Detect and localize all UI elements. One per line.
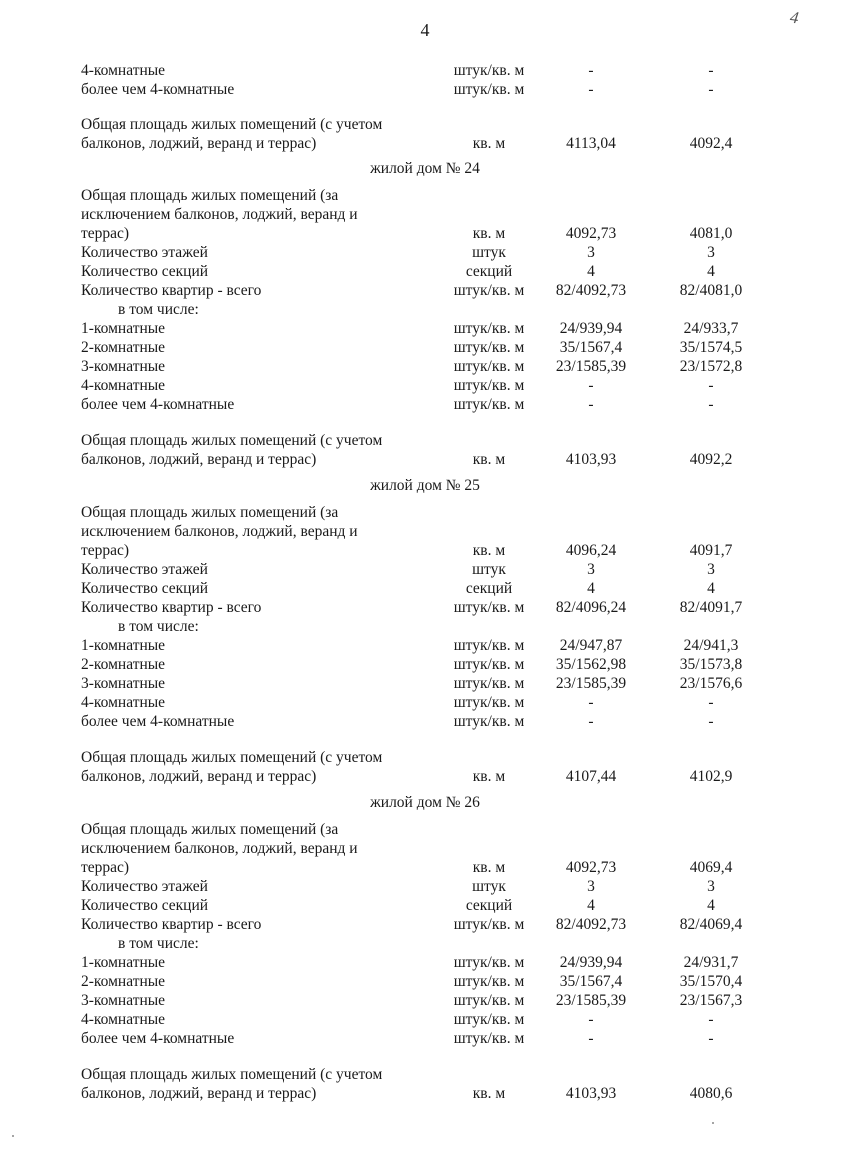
value-project: 35/1567,4: [559, 973, 623, 990]
row-label: Общая площадь жилых помещений (с учетом: [81, 1066, 383, 1083]
value-project: 4: [587, 580, 595, 597]
row-label: в том числе:: [118, 301, 199, 318]
value-project: 3: [587, 561, 595, 578]
table-row: [0, 560, 850, 579]
handwritten-page-mark: 4: [788, 7, 800, 28]
table-row: [0, 338, 850, 357]
row-label: балконов, лоджий, веранд и террас): [81, 1085, 317, 1102]
value-project: 82/4092,73: [555, 282, 627, 299]
table-row: [0, 693, 850, 712]
table-row: [0, 61, 850, 80]
row-label: 1-комнатные: [81, 637, 166, 654]
value-actual: -: [708, 62, 714, 79]
value-actual: 23/1572,8: [679, 358, 743, 375]
table-row: [0, 395, 850, 414]
value-project: 4: [587, 263, 595, 280]
value-project: -: [588, 713, 594, 730]
table-row: [0, 281, 850, 300]
scan-speck: [712, 1122, 714, 1124]
value-actual: -: [708, 1030, 714, 1047]
scan-speck: [12, 1135, 14, 1137]
value-actual: 82/4069,4: [679, 916, 743, 933]
area-excl-row: [0, 541, 850, 560]
area-excl-row: [0, 224, 850, 243]
value-project: 35/1567,4: [559, 339, 623, 356]
row-label: исключением балконов, лоджий, веранд и: [81, 523, 358, 540]
area-excl-row: [0, 858, 850, 877]
row-label: 2-комнатные: [81, 656, 166, 673]
row-unit: штук/кв. м: [453, 713, 525, 730]
row-unit: штук/кв. м: [453, 916, 525, 933]
value-actual: 24/933,7: [683, 320, 739, 337]
row-label: террас): [81, 859, 130, 876]
row-label: более чем 4-комнатные: [81, 81, 235, 98]
row-unit: штук: [472, 561, 506, 578]
value-actual: -: [708, 694, 714, 711]
row-unit: штук/кв. м: [453, 1030, 525, 1047]
value-actual: 35/1574,5: [679, 339, 743, 356]
value-actual: 4092,4: [689, 135, 733, 152]
table-row: [0, 953, 850, 972]
row-label: балконов, лоджий, веранд и террас): [81, 768, 317, 785]
row-label: Общая площадь жилых помещений (за: [81, 504, 339, 521]
row-label: Количество квартир - всего: [81, 282, 262, 299]
row-label: Количество этажей: [81, 244, 208, 261]
value-actual: -: [708, 396, 714, 413]
table-row: [0, 877, 850, 896]
table-row: [0, 915, 850, 934]
row-label: исключением балконов, лоджий, веранд и: [81, 840, 358, 857]
value-project: 4: [587, 897, 595, 914]
row-label: балконов, лоджий, веранд и террас): [81, 451, 317, 468]
area-incl-label-line: [0, 1065, 850, 1084]
value-actual: 24/941,3: [683, 637, 739, 654]
value-project: 4103,93: [565, 1085, 617, 1102]
value-actual: 4080,6: [689, 1085, 733, 1102]
area-excl-label-line: [0, 205, 850, 224]
value-project: -: [588, 81, 594, 98]
table-row: [0, 712, 850, 731]
value-actual: 4102,9: [689, 768, 733, 785]
row-label: 1-комнатные: [81, 954, 166, 971]
area-incl-row: [0, 1084, 850, 1103]
row-label: более чем 4-комнатные: [81, 396, 235, 413]
row-label: Количество секций: [81, 263, 209, 280]
value-project: 4092,73: [565, 859, 617, 876]
total-area-row: [0, 134, 850, 153]
table-row: [0, 300, 850, 319]
value-actual: 4: [707, 580, 715, 597]
area-incl-row: [0, 450, 850, 469]
value-project: 23/1585,39: [555, 358, 627, 375]
row-label: 3-комнатные: [81, 675, 166, 692]
row-label: Количество секций: [81, 580, 209, 597]
area-excl-label-line: [0, 820, 850, 839]
row-unit: кв. м: [472, 225, 506, 242]
row-unit: кв. м: [472, 135, 506, 152]
value-actual: 4069,4: [689, 859, 733, 876]
row-unit: штук/кв. м: [453, 992, 525, 1009]
row-label: Количество этажей: [81, 878, 208, 895]
value-project: 23/1585,39: [555, 992, 627, 1009]
value-actual: 4092,2: [689, 451, 733, 468]
table-row: [0, 636, 850, 655]
area-excl-label-line: [0, 839, 850, 858]
value-actual: 4081,0: [689, 225, 733, 242]
value-actual: 24/931,7: [683, 954, 739, 971]
value-actual: -: [708, 713, 714, 730]
table-row: [0, 319, 850, 338]
row-unit: штук/кв. м: [453, 637, 525, 654]
row-unit: штук/кв. м: [453, 62, 525, 79]
table-row: [0, 376, 850, 395]
value-project: -: [588, 396, 594, 413]
row-label: более чем 4-комнатные: [81, 1030, 235, 1047]
value-project: 82/4092,73: [555, 916, 627, 933]
row-label: Общая площадь жилых помещений (за: [81, 821, 339, 838]
row-unit: штук/кв. м: [453, 954, 525, 971]
value-actual: 23/1576,6: [679, 675, 743, 692]
value-actual: 4: [707, 263, 715, 280]
total-area-label-line: [0, 115, 850, 134]
row-unit: штук/кв. м: [453, 973, 525, 990]
row-unit: секций: [465, 580, 513, 597]
value-actual: -: [708, 81, 714, 98]
row-label: более чем 4-комнатные: [81, 713, 235, 730]
area-incl-label-line: [0, 748, 850, 767]
row-unit: кв. м: [472, 859, 506, 876]
table-row: [0, 1010, 850, 1029]
row-label: террас): [81, 225, 130, 242]
value-actual: -: [708, 377, 714, 394]
row-label: Общая площадь жилых помещений (с учетом: [81, 432, 383, 449]
value-actual: 3: [707, 878, 715, 895]
row-label: 1-комнатные: [81, 320, 166, 337]
table-row: [0, 972, 850, 991]
table-row: [0, 655, 850, 674]
value-project: -: [588, 62, 594, 79]
row-unit: кв. м: [472, 451, 506, 468]
row-unit: штук/кв. м: [453, 339, 525, 356]
value-actual: 82/4081,0: [679, 282, 743, 299]
value-actual: 35/1570,4: [679, 973, 743, 990]
area-excl-label-line: [0, 503, 850, 522]
area-excl-label-line: [0, 522, 850, 541]
table-row: [0, 598, 850, 617]
value-actual: 4091,7: [689, 542, 733, 559]
value-actual: 23/1567,3: [679, 992, 743, 1009]
value-project: 23/1585,39: [555, 675, 627, 692]
row-label: в том числе:: [118, 935, 199, 952]
row-label: 4-комнатные: [81, 1011, 166, 1028]
table-row: [0, 357, 850, 376]
value-project: 24/939,94: [559, 954, 623, 971]
value-project: 4096,24: [565, 542, 617, 559]
row-label: Количество секций: [81, 897, 209, 914]
table-row: [0, 617, 850, 636]
table-row: [0, 896, 850, 915]
value-project: -: [588, 1011, 594, 1028]
row-unit: штук/кв. м: [453, 358, 525, 375]
value-project: 4103,93: [565, 451, 617, 468]
table-row: [0, 579, 850, 598]
value-project: 4113,04: [566, 135, 616, 152]
table-row: [0, 80, 850, 99]
row-label: 3-комнатные: [81, 992, 166, 1009]
row-label: исключением балконов, лоджий, веранд и: [81, 206, 358, 223]
value-project: -: [588, 1030, 594, 1047]
row-unit: штук/кв. м: [453, 694, 525, 711]
row-label: 2-комнатные: [81, 339, 166, 356]
row-unit: штук/кв. м: [453, 656, 525, 673]
row-unit: штук/кв. м: [453, 282, 525, 299]
row-label: 4-комнатные: [81, 62, 166, 79]
row-label: террас): [81, 542, 130, 559]
area-incl-row: [0, 767, 850, 786]
value-project: 24/947,87: [559, 637, 623, 654]
row-label: Общая площадь жилых помещений (с учетом: [81, 116, 383, 133]
value-project: 35/1562,98: [555, 656, 627, 673]
value-project: -: [588, 694, 594, 711]
row-unit: кв. м: [472, 542, 506, 559]
row-unit: штук/кв. м: [453, 1011, 525, 1028]
value-project: -: [588, 377, 594, 394]
row-unit: секций: [465, 263, 513, 280]
row-unit: штук: [472, 244, 506, 261]
value-project: 4092,73: [565, 225, 617, 242]
value-project: 4107,44: [565, 768, 617, 785]
table-row: [0, 262, 850, 281]
table-row: [0, 674, 850, 693]
value-actual: 82/4091,7: [679, 599, 743, 616]
table-row: [0, 991, 850, 1010]
value-actual: 3: [707, 244, 715, 261]
value-actual: 3: [707, 561, 715, 578]
row-label: Общая площадь жилых помещений (за: [81, 187, 339, 204]
section-title: жилой дом № 25: [370, 477, 480, 494]
row-unit: кв. м: [472, 1085, 506, 1102]
value-actual: -: [708, 1011, 714, 1028]
row-unit: штук: [472, 878, 506, 895]
row-label: в том числе:: [118, 618, 199, 635]
section-title: жилой дом № 26: [370, 794, 480, 811]
value-actual: 35/1573,8: [679, 656, 743, 673]
value-project: 82/4096,24: [555, 599, 627, 616]
row-unit: кв. м: [472, 768, 506, 785]
row-unit: штук/кв. м: [453, 599, 525, 616]
row-unit: штук/кв. м: [453, 377, 525, 394]
row-unit: штук/кв. м: [453, 675, 525, 692]
table-row: [0, 934, 850, 953]
value-project: 3: [587, 878, 595, 895]
table-row: [0, 243, 850, 262]
row-label: 4-комнатные: [81, 694, 166, 711]
row-label: Количество квартир - всего: [81, 916, 262, 933]
area-excl-label-line: [0, 186, 850, 205]
area-incl-label-line: [0, 431, 850, 450]
section-title: жилой дом № 24: [370, 160, 480, 177]
row-label: 2-комнатные: [81, 973, 166, 990]
row-label: Количество квартир - всего: [81, 599, 262, 616]
value-actual: 4: [707, 897, 715, 914]
row-label: Количество этажей: [81, 561, 208, 578]
row-unit: секций: [465, 897, 513, 914]
table-row: [0, 1029, 850, 1048]
row-unit: штук/кв. м: [453, 81, 525, 98]
value-project: 24/939,94: [559, 320, 623, 337]
row-unit: штук/кв. м: [453, 396, 525, 413]
row-label: балконов, лоджий, веранд и террас): [81, 135, 317, 152]
row-label: 3-комнатные: [81, 358, 166, 375]
row-unit: штук/кв. м: [453, 320, 525, 337]
row-label: Общая площадь жилых помещений (с учетом: [81, 749, 383, 766]
page-number: 4: [420, 20, 430, 40]
value-project: 3: [587, 244, 595, 261]
row-label: 4-комнатные: [81, 377, 166, 394]
